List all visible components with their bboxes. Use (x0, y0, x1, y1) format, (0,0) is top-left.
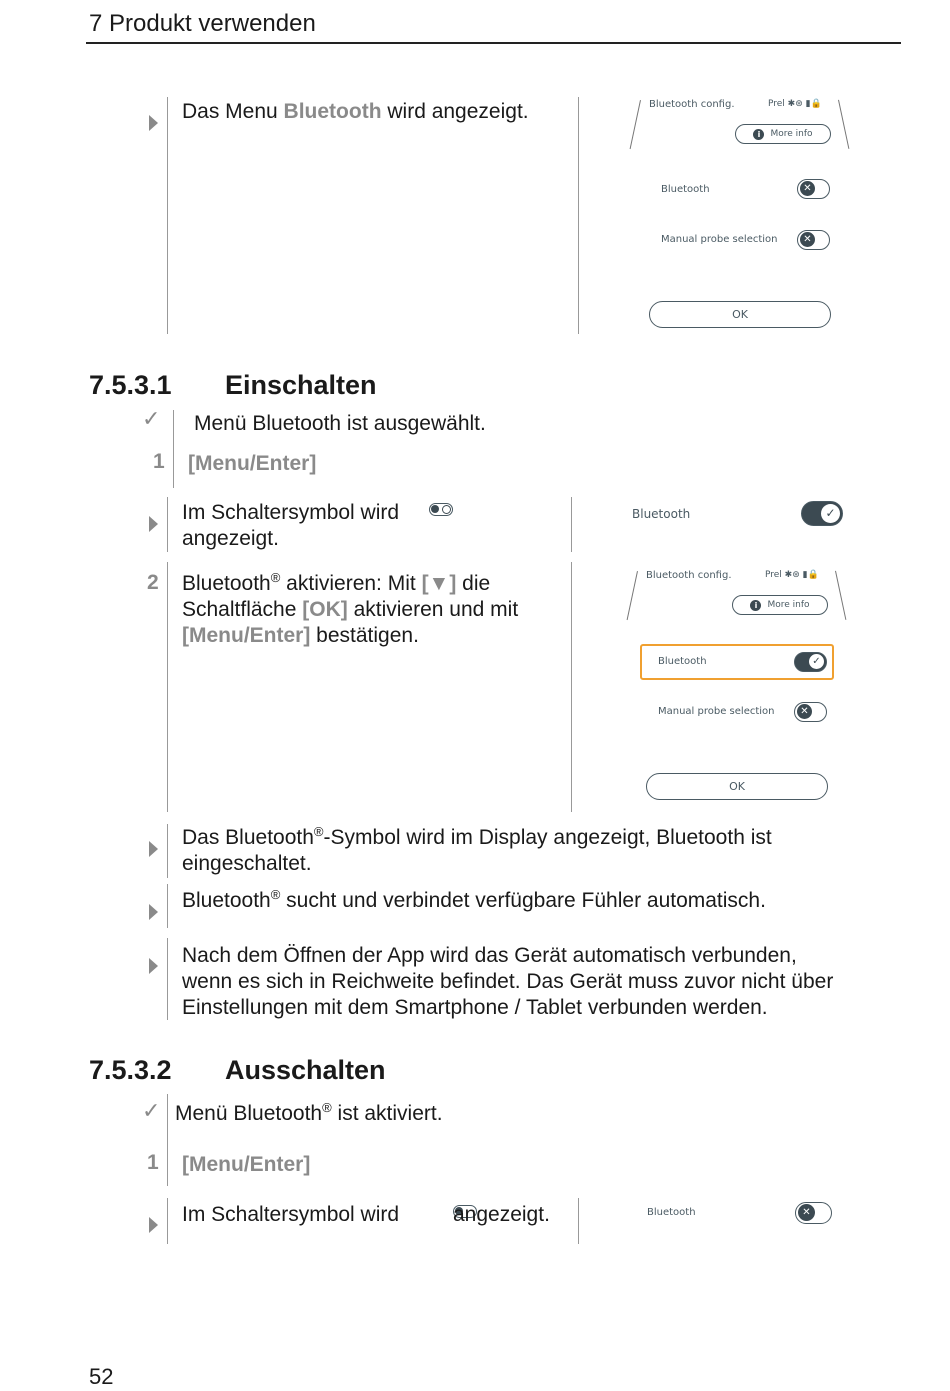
bluetooth-label: Bluetooth (661, 184, 710, 195)
manual-probe-label: Manual probe selection (661, 234, 778, 245)
bluetooth-toggle-on[interactable]: ✓ (794, 652, 827, 672)
divider (167, 562, 168, 812)
intro-result-text: Das Menu Bluetooth wird angezeigt. (182, 100, 529, 123)
result3-text: Bluetooth® sucht und verbindet verfügbare Fühler automatisch. (182, 887, 766, 912)
result-text-line2: angezeigt. (182, 527, 279, 550)
result-text: angezeigt. (453, 1203, 550, 1226)
step-number: 2 (147, 571, 159, 594)
ok-button[interactable]: OK (646, 773, 828, 800)
result2-text: Das Bluetooth®-Symbol wird im Display angezeigt, Bluetooth ist eingeschaltet. (182, 824, 772, 875)
more-info-button[interactable]: i More info (735, 124, 831, 144)
divider (167, 1198, 168, 1244)
menu-enter-key: [Menu/Enter] (188, 452, 317, 475)
precondition-text: Menü Bluetooth ist ausgewählt. (194, 412, 486, 435)
ok-button[interactable]: OK (649, 301, 831, 328)
bluetooth-label: Bluetooth (647, 1207, 696, 1218)
manual-probe-label: Manual probe selection (658, 706, 775, 717)
section-title: Einschalten (225, 370, 377, 400)
device-screen-bluetooth-row (630, 498, 850, 532)
info-icon: i (753, 129, 764, 140)
result-text: Im Schaltersymbol wird (182, 1203, 400, 1226)
bluetooth-toggle-on[interactable]: ✓ (801, 501, 843, 526)
device-screen-bluetooth-menu (630, 95, 850, 335)
section-number: 7.5.3.1 (89, 370, 172, 400)
manual-probe-toggle-off[interactable]: ✕ (794, 702, 827, 722)
result-arrow-icon (149, 516, 158, 532)
ok-key: [OK] (302, 598, 348, 621)
result-arrow-icon (149, 958, 158, 974)
step2-text: Bluetooth® aktivieren: Mit [▼] die Schaltfläche [OK] aktivieren und mit [Menu/Enter] bestätigen. (182, 570, 519, 647)
divider (167, 1094, 168, 1186)
divider (167, 824, 168, 878)
bluetooth-label: Bluetooth (632, 507, 691, 521)
chapter-header: 7 Produkt verwenden (89, 10, 316, 37)
step-number: 1 (147, 1151, 159, 1174)
precondition-text: Menü Bluetooth® ist aktiviert. (175, 1100, 443, 1125)
menu-enter-key: [Menu/Enter] (182, 1153, 311, 1176)
divider (578, 97, 579, 334)
bluetooth-toggle-off[interactable]: ✕ (797, 179, 830, 199)
step-number: 1 (153, 450, 165, 473)
header-rule (86, 42, 901, 44)
divider (173, 410, 174, 488)
divider (167, 97, 168, 334)
result-arrow-icon (149, 1217, 158, 1233)
result-arrow-icon (149, 904, 158, 920)
result-arrow-icon (149, 115, 158, 131)
down-key: [▼] (421, 572, 457, 595)
divider (571, 497, 572, 552)
screen-title: Bluetooth config. (649, 99, 735, 110)
info-icon: i (750, 600, 761, 611)
result-arrow-icon (149, 841, 158, 857)
menu-enter-key: [Menu/Enter] (182, 624, 311, 647)
divider (167, 497, 168, 552)
check-icon: ✓ (142, 1098, 161, 1123)
bluetooth-toggle-off[interactable]: ✕ (795, 1202, 832, 1224)
result4-text: Nach dem Öffnen der App wird das Gerät automatisch verbunden, wenn es sich in Reichweite befindet. Das Gerät muss zuvor nicht über Einstellungen mit dem Smartphone / Tablet verbunden werden. (182, 944, 834, 1019)
bluetooth-label: Bluetooth (658, 656, 707, 667)
more-info-button[interactable]: i More info (732, 595, 828, 615)
divider (578, 1198, 579, 1244)
status-icons: Prel ✱⊛ ▮🔒 (765, 570, 819, 580)
bluetooth-highlight: Bluetooth (283, 100, 382, 123)
screen-title: Bluetooth config. (646, 570, 732, 581)
manual-probe-toggle-off[interactable]: ✕ (797, 230, 830, 250)
page-number: 52 (89, 1364, 114, 1389)
section-number: 7.5.3.2 (89, 1055, 172, 1085)
divider (571, 562, 572, 812)
check-icon: ✓ (142, 406, 161, 431)
result-text-line1: Im Schaltersymbol wird (182, 501, 400, 524)
toggle-on-icon (429, 503, 453, 516)
device-screen-bluetooth-selected (627, 566, 847, 806)
device-screen-bluetooth-row-off (645, 1200, 845, 1226)
divider (167, 884, 168, 928)
section-title: Ausschalten (225, 1055, 386, 1085)
divider (167, 938, 168, 1020)
status-icons: Prel ✱⊛ ▮🔒 (768, 99, 822, 109)
